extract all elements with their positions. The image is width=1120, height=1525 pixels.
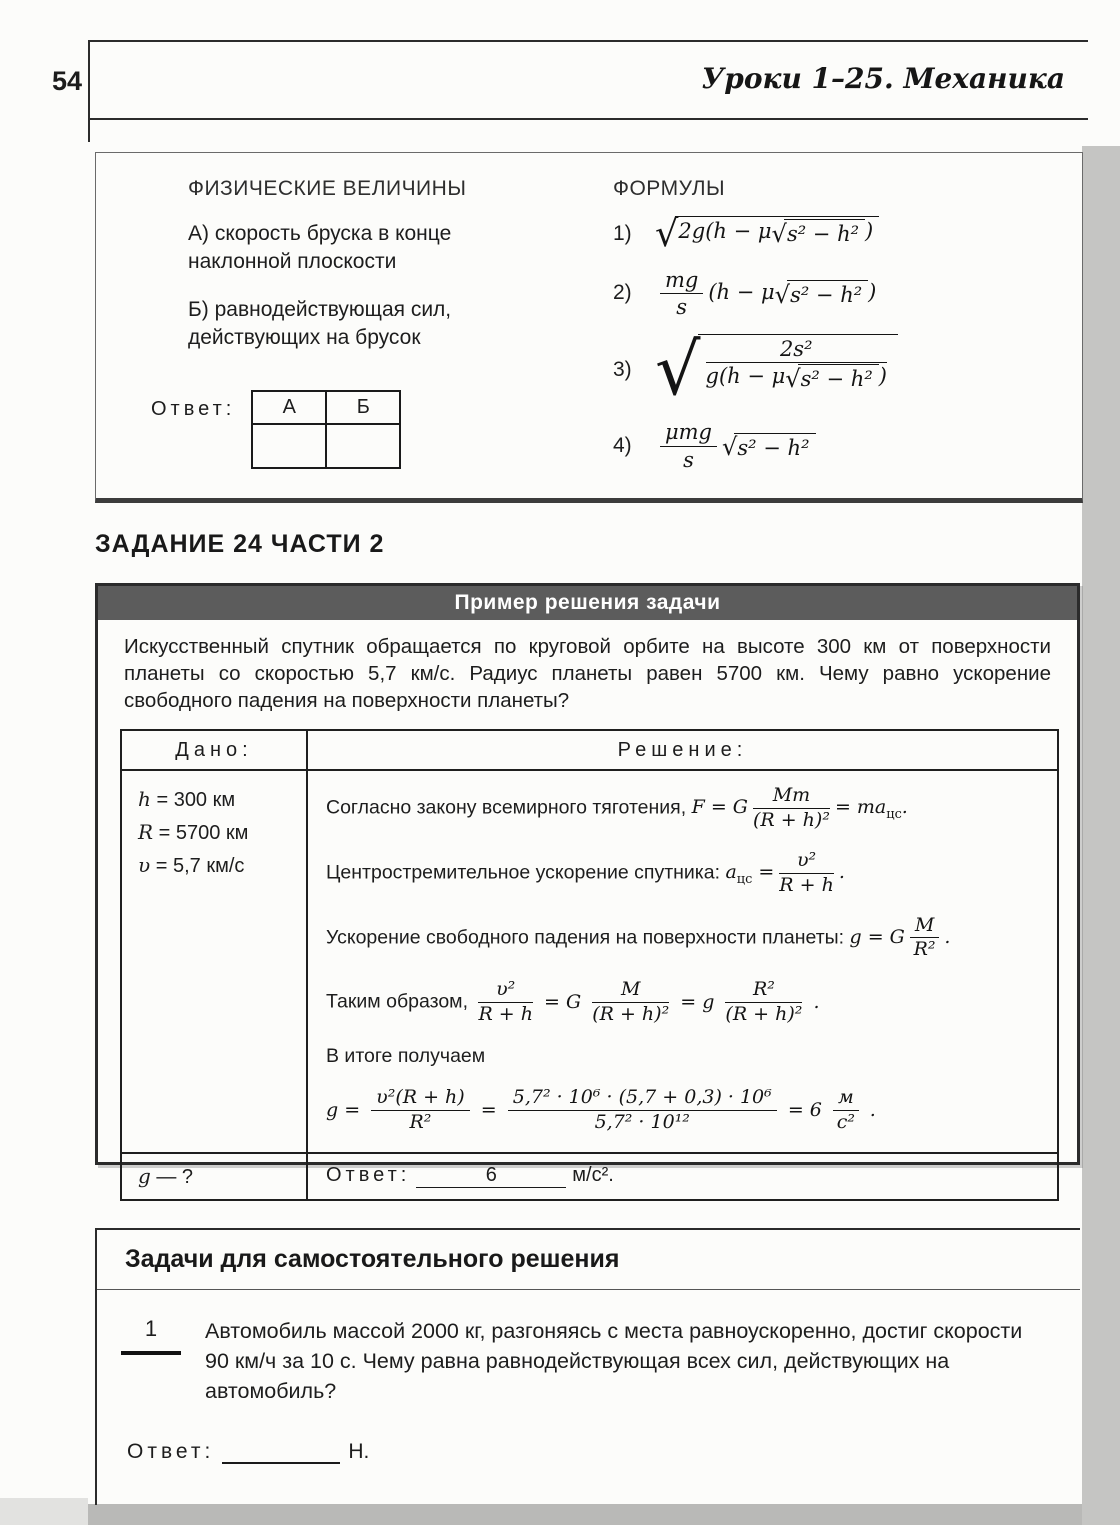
formula-4: 4) $\frac{\text{μmg}}{s}$ √ s² − h² — [613, 420, 1082, 471]
formula-1: 1) √ 2g(h − μ √ s² − h² ) — [613, 216, 1082, 253]
quantities-column-title: ФИЗИЧЕСКИЕ ВЕЛИЧИНЫ — [188, 177, 467, 200]
solution-step-2: Центростремительное ускорение спутника: $a_{цс}$ = $\frac{\text{υ²}}{R + h}$ . — [326, 848, 845, 896]
sqrt-radical: √ — [774, 280, 791, 309]
problem-1 — [97, 1316, 1080, 1406]
section-heading-task24: ЗАДАНИЕ 24 ЧАСТИ 2 — [95, 530, 385, 558]
problem-1-answer-unit: Н. — [348, 1440, 370, 1464]
formula-4-number: 4) — [613, 434, 632, 458]
solution-cell — [307, 770, 1058, 1153]
answer-table-header-a: А — [252, 391, 326, 424]
formulas-column — [566, 153, 1082, 498]
given-item: R = 5700 км — [138, 820, 249, 845]
sqrt-radical: √ — [655, 212, 679, 255]
selfwork-section — [95, 1228, 1080, 1505]
problem-1-answer-label: Ответ: — [127, 1440, 215, 1464]
sqrt-radical: √ — [771, 219, 787, 248]
solution-header: Решение: — [307, 730, 1058, 770]
solution-step-1: Согласно закону всемирного тяготения, F = G $\frac{Mm}{\text{(R + h)²}}$ = $ma_{цс}$. — [326, 784, 908, 831]
formula-2-number: 2) — [613, 281, 632, 305]
example-answer-label: Ответ: — [326, 1164, 411, 1187]
given-cell — [121, 770, 307, 1153]
chapter-title: Уроки 1–25. Механика — [701, 62, 1065, 95]
formulas-column-title: ФОРМУЛЫ — [613, 177, 726, 200]
header-rule-top — [88, 40, 1088, 42]
scan-edge-bottom — [88, 1504, 1082, 1525]
problem-1-number-block — [97, 1316, 205, 1406]
given-header: Дано: — [121, 730, 307, 770]
solution-step-6: g = $\frac{\text{υ²(R + h)}}{\text{R²}}$ = $\frac{\text{5,7² · 10⁶ · (5,7 + 0,3) · 10⁶}}{\text{5,7² · 10¹²}}$ = 6 $\frac{м}{\text{с²}}$ . — [326, 1086, 876, 1134]
example-answer-unit: м/с². — [572, 1164, 614, 1187]
given-item: h = 300 км — [138, 787, 236, 812]
sqrt-radical: √ — [655, 328, 701, 412]
example-answer-blank: 6 — [416, 1164, 566, 1188]
formula-3-number: 3) — [613, 357, 632, 381]
given-solution-table — [120, 729, 1059, 1201]
solution-step-3: Ускорение свободного падения на поверхности планеты: g = G $\frac{M}{\text{R²}}$ . — [326, 913, 951, 961]
selfwork-heading: Задачи для самостоятельного решения — [97, 1228, 1080, 1290]
sqrt-radical: √ — [785, 365, 801, 394]
answer-row — [151, 390, 566, 469]
answer-table — [251, 390, 401, 469]
problem-1-number: 1 — [144, 1316, 158, 1341]
answer-label: Ответ: — [151, 398, 236, 421]
header-rule-vertical — [88, 40, 90, 142]
scan-edge-right — [1082, 146, 1120, 1525]
quantities-column — [96, 153, 566, 498]
answer-table-header-b: Б — [326, 391, 400, 424]
sqrt-radical: √ — [722, 433, 738, 462]
problem-1-answer-line — [97, 1440, 1080, 1464]
solution-step-5: В итоге получаем — [326, 1044, 486, 1067]
formula-2: 2) $\frac{mg}{s}$ (h − μ √ s² − h² ) — [613, 267, 877, 319]
header-rule-bottom — [88, 118, 1088, 120]
example-box-title: Пример решения задачи — [98, 586, 1077, 620]
formula-1-number: 1) — [613, 222, 632, 246]
given-item: υ = 5,7 км/с — [138, 853, 245, 878]
problem-number-underline — [121, 1351, 181, 1355]
answer-cell-b — [326, 424, 400, 468]
problem-1-answer-blank — [222, 1442, 340, 1464]
example-problem-text: Искусственный спутник обращается по круговой орбите на высоте 300 км от поверхности планеты со скоростью 5,7 км/с. Радиус планеты равен 5700 км. Чему равно ускорение свободного падения на поверхности планеты? — [124, 635, 1051, 713]
quantity-item-a: А) скорость бруска в конце наклонной плоскости — [188, 222, 452, 274]
quantity-item-b: Б) равнодействующая сил, действующих на брусок — [188, 297, 452, 350]
solution-step-4: Таким образом, $\frac{\text{υ²}}{R + h}$ = G $\frac{M}{\text{(R + h)²}}$ = g $\frac{\text{R²}}{\text{(R + h)²}}$ . — [326, 978, 820, 1026]
scan-edge-corner — [0, 1498, 88, 1525]
problem-1-text: Автомобиль массой 2000 кг, разгоняясь с места равноускоренно, достиг скорости 90 км/ч за 10 с. Чему равна равнодействующая всех сил, действующих на автомобиль? — [205, 1319, 1023, 1404]
matching-task-box — [95, 152, 1083, 503]
formula-3: 3) √ 2s² g(h − μ √ s² − h² ) — [613, 334, 1082, 405]
example-answer-cell — [307, 1153, 1058, 1200]
example-solution-box — [95, 583, 1080, 1188]
given-question-cell: g — ? — [121, 1153, 307, 1200]
answer-cell-a — [252, 424, 326, 468]
page-number: 54 — [52, 66, 83, 96]
